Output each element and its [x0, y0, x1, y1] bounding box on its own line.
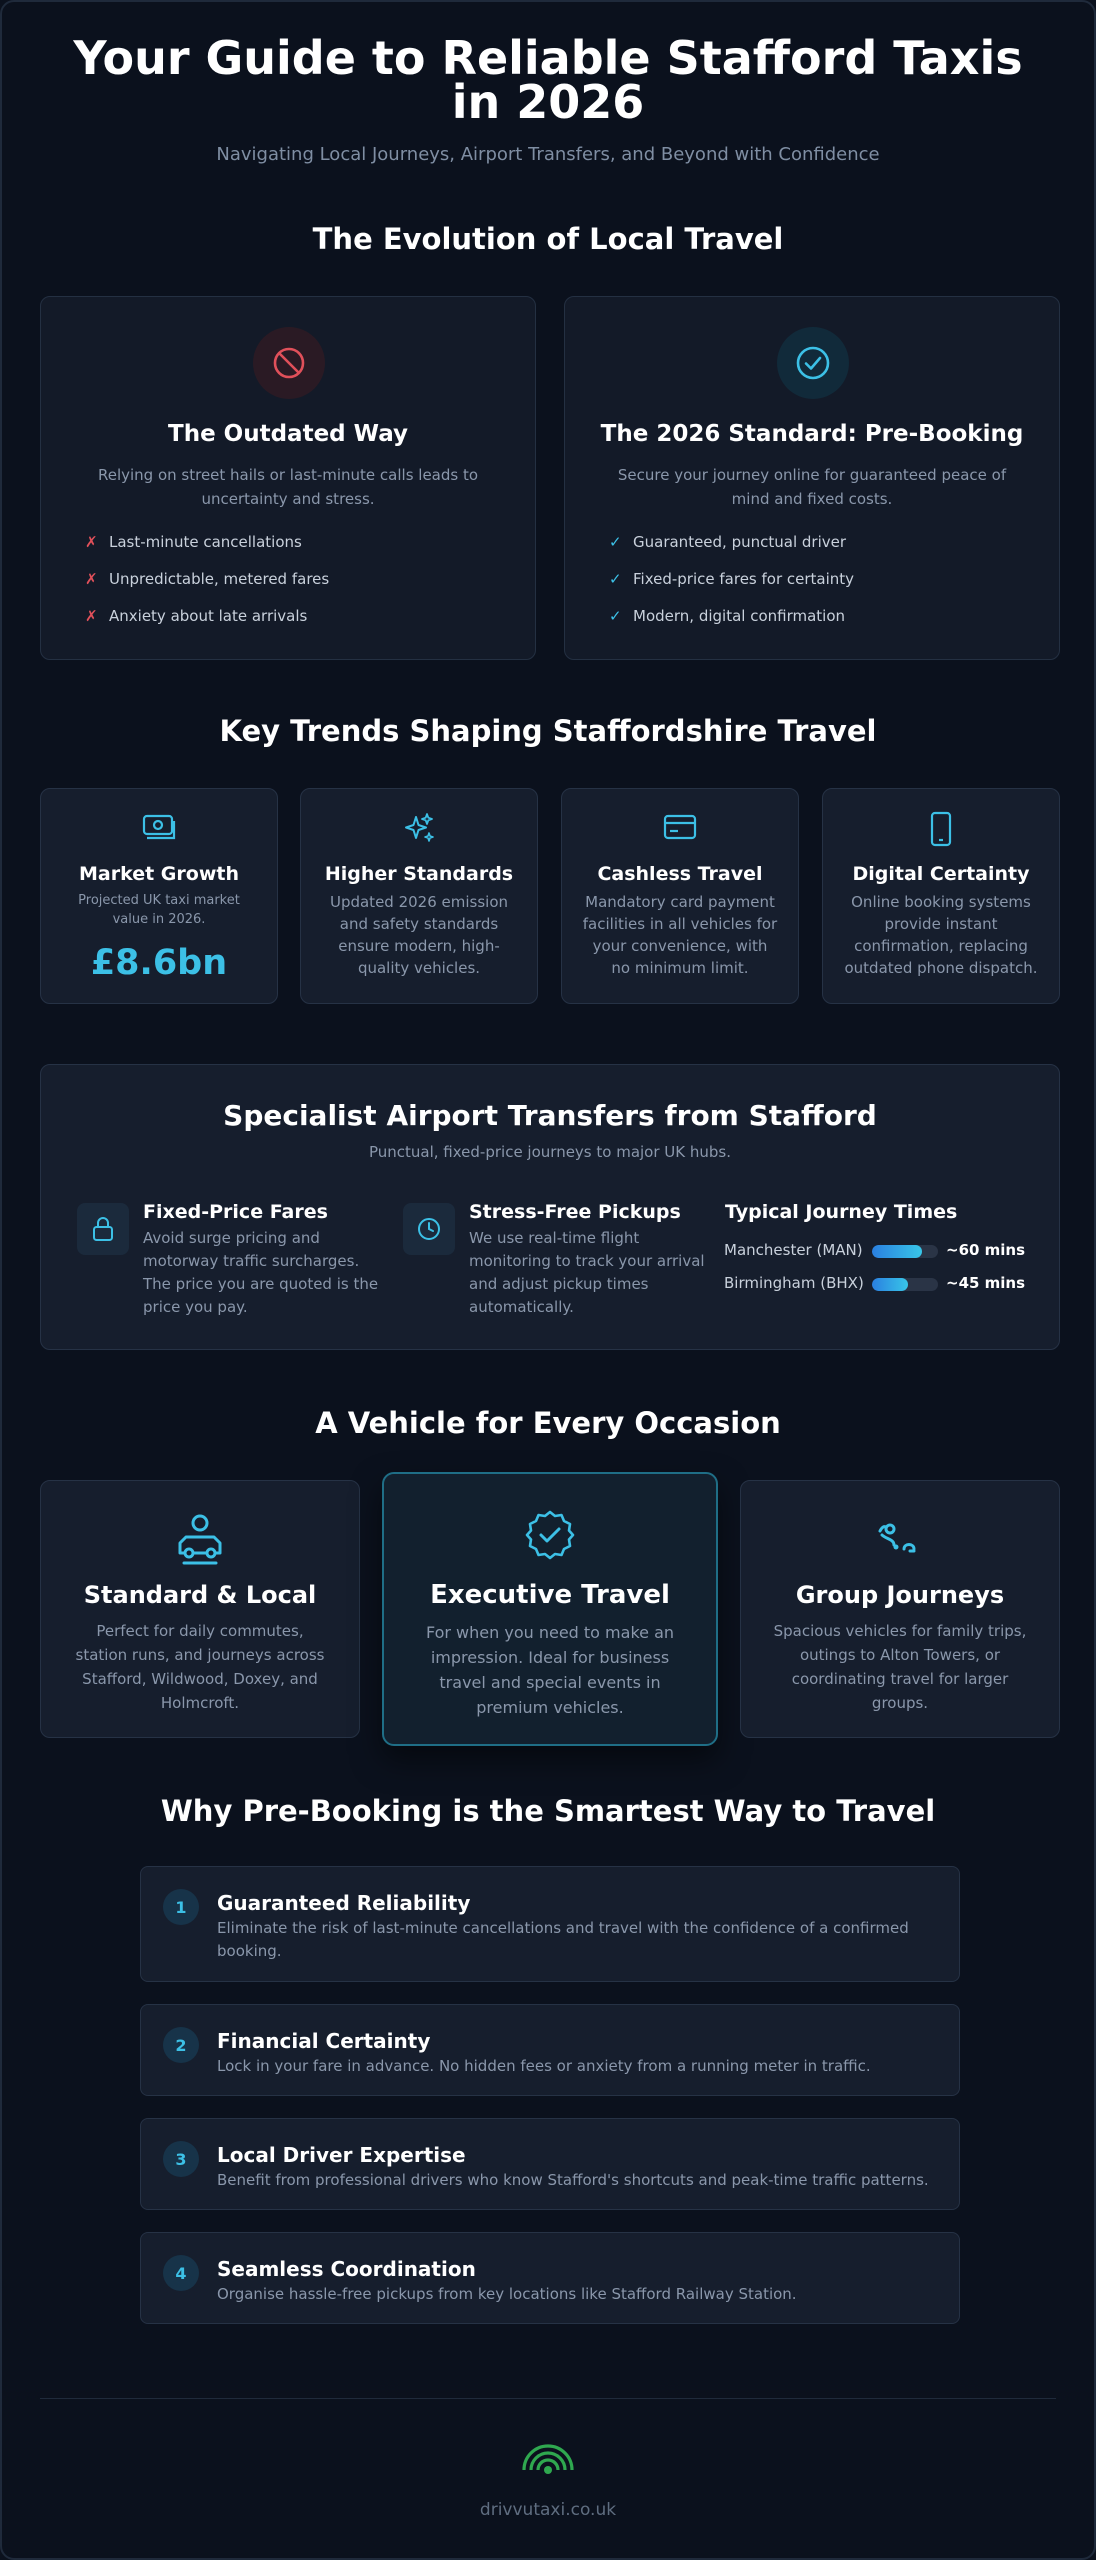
- check-icon: ✓: [609, 607, 622, 625]
- cross-icon: ✗: [85, 570, 98, 588]
- feature-title: Fixed-Price Fares: [143, 1201, 328, 1223]
- trend-title: Cashless Travel: [597, 863, 763, 885]
- trend-card-digital-certainty: [822, 788, 1060, 1004]
- vehicles-heading: A Vehicle for Every Occasion: [315, 1406, 781, 1440]
- trend-title: Digital Certainty: [852, 863, 1030, 885]
- reason-description: Lock in your fare in advance. No hidden fees or anxiety from a running meter in traffic.: [217, 2057, 871, 2075]
- list-item: ✗ Unpredictable, metered fares: [85, 570, 330, 588]
- sparkles-icon: [301, 811, 537, 845]
- trend-description: Projected UK taxi market value in 2026.: [78, 893, 240, 927]
- vehicle-title: Group Journeys: [795, 1581, 1005, 1609]
- reason-item: [140, 2232, 960, 2324]
- trend-description: Mandatory card payment facilities in all vehicles for your convenience, with no minimum limit.: [582, 893, 778, 977]
- list-item: ✗ Last-minute cancellations: [85, 533, 302, 551]
- step-number: 4: [163, 2255, 199, 2291]
- trend-card-cashless-travel: [561, 788, 799, 1004]
- smartphone-icon: [823, 811, 1059, 845]
- vehicle-description: For when you need to make an impression. Ideal for business travel and special events in premium vehicles.: [425, 1623, 675, 1717]
- list-item: ✓ Guaranteed, punctual driver: [609, 533, 847, 551]
- clock-icon: [403, 1203, 455, 1255]
- trend-title: Higher Standards: [324, 863, 514, 885]
- reason-title: Guaranteed Reliability: [217, 1891, 471, 1915]
- journey-duration: ~60 mins: [946, 1241, 1026, 1259]
- ban-icon: [253, 327, 325, 399]
- check-icon: ✓: [609, 533, 622, 551]
- trend-card-market-growth: [40, 788, 278, 1004]
- check-icon: ✓: [609, 570, 622, 588]
- trend-card-higher-standards: [300, 788, 538, 1004]
- evolution-heading: The Evolution of Local Travel: [312, 222, 784, 256]
- route-icon: [741, 1517, 1059, 1561]
- reason-title: Local Driver Expertise: [217, 2143, 466, 2167]
- trends-heading: Key Trends Shaping Staffordshire Travel: [219, 714, 877, 748]
- vehicle-description: Perfect for daily commutes, station runs, and journeys across Stafford, Wildwood, Doxey, and Holmcroft.: [75, 1622, 325, 1712]
- market-value-stat: £8.6bn: [90, 943, 228, 983]
- prebooking-standard-card: [564, 296, 1060, 660]
- trend-description: Online booking systems provide instant confirmation, replacing outdated phone dispatch.: [844, 893, 1038, 977]
- step-number: 2: [163, 2027, 199, 2063]
- airport-heading: Specialist Airport Transfers from Stafford: [223, 1099, 877, 1132]
- page-subtitle: Navigating Local Journeys, Airport Transfers, and Beyond with Confidence: [216, 144, 880, 165]
- feature-title: Stress-Free Pickups: [469, 1201, 681, 1223]
- reason-title: Financial Certainty: [217, 2029, 431, 2053]
- why-heading: Why Pre-Booking is the Smartest Way to Travel: [160, 1794, 936, 1828]
- car-user-icon: [41, 1513, 359, 1569]
- feature-description: We use real-time flight monitoring to track your arrival and adjust pickup times automatically.: [469, 1229, 705, 1316]
- cross-icon: ✗: [85, 533, 98, 551]
- trend-title: Market Growth: [79, 863, 239, 885]
- prebooking-description: Secure your journey online for guaranteed peace of mind and fixed costs.: [617, 466, 1007, 508]
- step-number: 3: [163, 2141, 199, 2177]
- journey-row-birmingham: [724, 1274, 1044, 1294]
- list-item: ✗ Anxiety about late arrivals: [85, 607, 308, 625]
- journey-time-bar: [872, 1278, 938, 1291]
- credit-card-icon: [562, 811, 798, 845]
- outdated-way-description: Relying on street hails or last-minute calls leads to uncertainty and stress.: [97, 466, 479, 508]
- reason-description: Benefit from professional drivers who know Stafford's shortcuts and peak-time traffic patterns.: [217, 2171, 929, 2189]
- vehicle-card-executive: [382, 1472, 718, 1746]
- trend-description: Updated 2026 emission and safety standards ensure modern, high-quality vehicles.: [329, 893, 509, 977]
- outdated-way-title: The Outdated Way: [168, 421, 408, 447]
- reason-title: Seamless Coordination: [217, 2257, 476, 2281]
- journey-time-bar: [872, 1245, 938, 1258]
- reason-item: [140, 2004, 960, 2096]
- step-number: 1: [163, 1889, 199, 1925]
- reason-description: Eliminate the risk of last-minute cancellations and travel with the confidence of a confirmed booking.: [217, 1919, 909, 1960]
- banknote-icon: [41, 811, 277, 845]
- list-item: ✓ Modern, digital confirmation: [609, 607, 846, 625]
- journey-destination: Manchester (MAN): [724, 1241, 863, 1259]
- reason-description: Organise hassle-free pickups from key locations like Stafford Railway Station.: [217, 2285, 797, 2303]
- footer-domain[interactable]: drivvutaxi.co.uk: [479, 2500, 617, 2520]
- vehicle-card-group: [740, 1480, 1060, 1738]
- lock-icon: [77, 1203, 129, 1255]
- footer-divider: [40, 2398, 1056, 2399]
- journey-destination: Birmingham (BHX): [724, 1274, 864, 1292]
- feature-description: Avoid surge pricing and motorway traffic surcharges. The price you are quoted is the price you pay.: [143, 1229, 379, 1316]
- journey-duration: ~45 mins: [946, 1274, 1026, 1292]
- vehicle-description: Spacious vehicles for family trips, outings to Alton Towers, or coordinating travel for larger groups.: [773, 1622, 1027, 1712]
- vehicle-card-standard: [40, 1480, 360, 1738]
- page-title: Your Guide to Reliable Stafford Taxis in 2026: [73, 31, 1023, 129]
- signal-logo-icon[interactable]: [2, 2438, 1094, 2474]
- prebooking-title: The 2026 Standard: Pre-Booking: [600, 421, 1024, 447]
- vehicle-title: Executive Travel: [430, 1580, 670, 1610]
- cross-icon: ✗: [85, 607, 98, 625]
- list-item: ✓ Fixed-price fares for certainty: [609, 570, 855, 588]
- reason-item: [140, 2118, 960, 2210]
- reason-item: [140, 1866, 960, 1982]
- vehicle-title: Standard & Local: [83, 1581, 317, 1609]
- airport-transfers-panel: [40, 1064, 1060, 1350]
- airport-subtitle: Punctual, fixed-price journeys to major UK hubs.: [368, 1143, 731, 1161]
- journey-row-manchester: [724, 1241, 1044, 1261]
- badge-check-icon: [384, 1508, 716, 1562]
- check-circle-icon: [777, 327, 849, 399]
- outdated-way-card: [40, 296, 536, 660]
- journey-times-title: Typical Journey Times: [725, 1201, 958, 1223]
